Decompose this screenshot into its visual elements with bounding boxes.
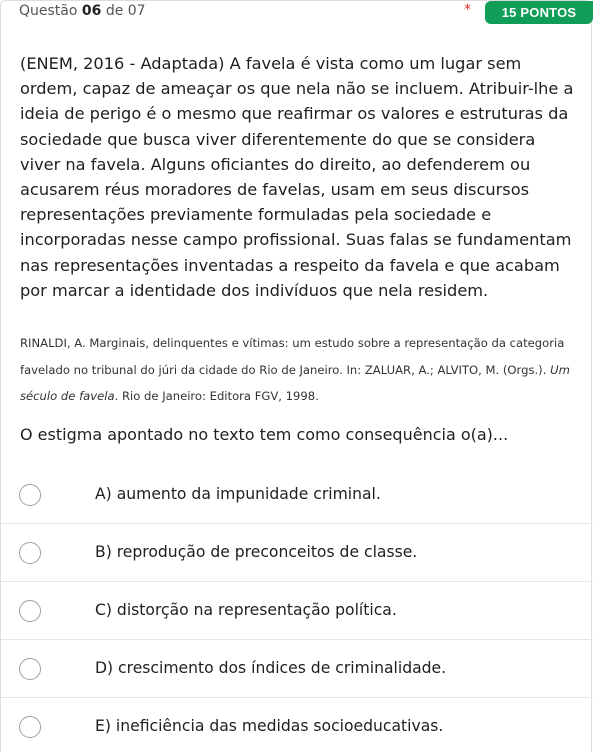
reference-publisher: . Rio de Janeiro: Editora FGV, 1998. <box>114 389 319 403</box>
radio-button-a[interactable] <box>19 484 41 506</box>
question-total: de 07 <box>105 3 146 19</box>
option-label-a[interactable]: A) aumento da impunidade criminal. <box>95 485 381 503</box>
question-counter <box>19 3 146 19</box>
source-reference <box>20 330 580 410</box>
option-label-b[interactable]: B) reprodução de preconceitos de classe. <box>95 543 418 561</box>
required-asterisk: * <box>464 2 471 18</box>
option-b[interactable] <box>1 524 593 582</box>
radio-button-b[interactable] <box>19 542 41 564</box>
option-e[interactable] <box>1 698 593 756</box>
points-badge: 15 PONTOS <box>485 1 593 24</box>
option-c[interactable] <box>1 582 593 640</box>
option-label-e[interactable]: E) ineficiência das medidas socioeducativas. <box>95 717 444 735</box>
option-label-d[interactable]: D) crescimento dos índices de criminalidade. <box>95 659 447 677</box>
question-text: O estigma apontado no texto tem como consequência o(a)... <box>20 425 509 444</box>
option-d[interactable] <box>1 640 593 698</box>
reference-text: RINALDI, A. Marginais, delinquentes e vítimas: um estudo sobre a representação da categoria favelado no tribunal do júri da cidade do Rio de Janeiro. In: ZALUAR, A.; ALVITO, M. (Orgs.). <box>20 336 565 377</box>
radio-button-e[interactable] <box>19 716 41 738</box>
reference-book-title: Um século de favela <box>20 362 570 403</box>
question-prompt: (ENEM, 2016 - Adaptada) A favela é vista como um lugar sem ordem, capaz de ameaçar os que nela não se incluem. Atribuir-lhe a ideia de perigo é o mesmo que reafirmar os valores e estruturas da sociedade que busca viver diferentemente do que se considera viver na favela. Alguns oficiantes do direito, ao defenderem ou acusarem réus moradores de favelas, usam em seus discursos representações previamente formuladas pela sociedade e incorporadas nesse campo profissional. Suas falas se fundamentam nas representações inventadas a respeito da favela e que acabam por marcar a identidade dos indivíduos que nela residem. <box>20 54 574 300</box>
radio-button-c[interactable] <box>19 600 41 622</box>
question-prefix: Questão <box>19 3 78 19</box>
answer-options <box>1 466 593 756</box>
question-header <box>1 1 591 25</box>
question-number: 06 <box>81 3 102 19</box>
option-a[interactable] <box>1 466 593 524</box>
option-label-c[interactable]: C) distorção na representação política. <box>95 601 397 619</box>
radio-button-d[interactable] <box>19 658 41 680</box>
